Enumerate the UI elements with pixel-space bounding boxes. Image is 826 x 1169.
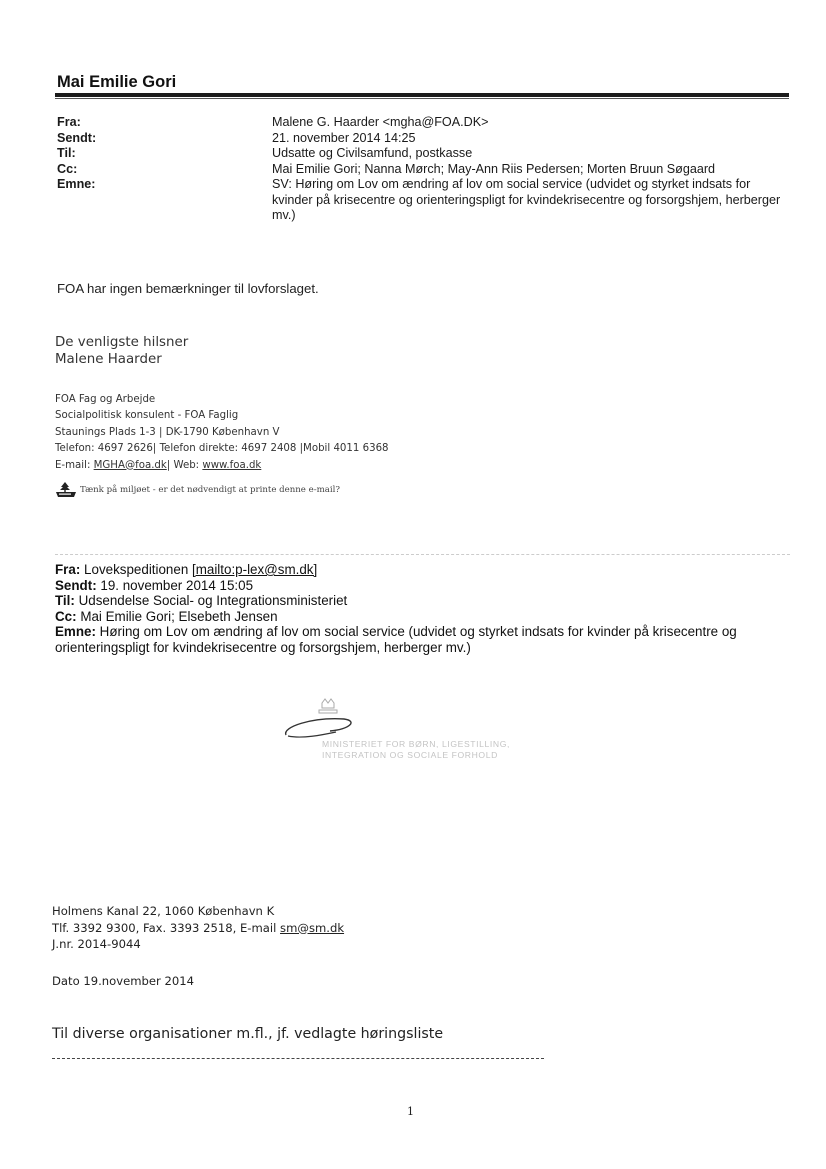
header-row-subject — [57, 177, 792, 224]
fwd-from — [55, 562, 795, 578]
header-label: Sendt: — [57, 130, 97, 145]
title-rule-thin — [55, 98, 789, 99]
ministry-logo-text — [322, 739, 510, 761]
green-note-text: Tænk på miljøet - er det nødvendigt at printe denne e-mail? — [80, 485, 340, 495]
address-contact — [52, 920, 344, 937]
address-jnr: J.nr. 2014-9044 — [52, 937, 141, 952]
header-value: Mai Emilie Gori; Nanna Mørch; May-Ann Riis Pedersen; Morten Bruun Søgaard — [272, 161, 716, 176]
tree-printer-icon — [55, 482, 77, 498]
fwd-from-link[interactable]: [mailto:p-lex@sm.dk] — [192, 562, 318, 577]
fwd-to — [55, 593, 795, 609]
crown-logo-icon — [282, 697, 356, 741]
green-note — [55, 482, 340, 498]
sig-phone: Telefon: 4697 2626| Telefon direkte: 4697 2408 |Mobil 4011 6368 — [55, 443, 389, 455]
header-value: SV: Høring om Lov om ændring af lov om social service (udvidet og styrket indsats for kvinder på krisecentre og orienteringspligt for kvindekrisecentre og forsorgshjem, herberger mv.) — [272, 177, 781, 222]
separator — [55, 554, 790, 555]
fwd-from-value: Lovekspeditionen — [84, 562, 192, 577]
header-label: Til: — [57, 146, 76, 160]
address-email-link[interactable]: sm@sm.dk — [280, 920, 345, 935]
header-label: Fra: — [57, 115, 81, 129]
sig-web-link[interactable]: www.foa.dk — [202, 459, 262, 471]
fwd-sent-value: 19. november 2014 15:05 — [100, 577, 254, 593]
ministry-address — [52, 903, 344, 953]
logo-line-2: INTEGRATION OG SOCIALE FORHOLD — [322, 750, 498, 760]
sig-address: Staunings Plads 1-3 | DK-1790 København V — [55, 426, 280, 438]
header-label: Cc: — [57, 161, 78, 176]
fwd-from-label: Fra: — [55, 562, 81, 577]
page-number: 1 — [407, 1105, 414, 1118]
signature-block — [55, 392, 389, 474]
header-row-sent — [57, 131, 792, 147]
fwd-to-label: Til: — [55, 593, 75, 609]
sig-web-prefix: | Web: — [166, 459, 203, 471]
header-row-to — [57, 146, 792, 162]
fwd-cc-value: Mai Emilie Gori; Elsebeth Jensen — [80, 608, 278, 624]
recipient-line: Til diverse organisationer m.fl., jf. vedlagte høringsliste — [52, 1026, 444, 1042]
greeting: De venligste hilsner — [55, 335, 189, 350]
header-row-cc — [57, 162, 792, 178]
address-street: Holmens Kanal 22, 1060 København K — [52, 904, 275, 918]
sender-name: Malene Haarder — [55, 352, 162, 367]
fwd-sent — [55, 578, 795, 594]
logo-line-1: MINISTERIET FOR BØRN, LIGESTILLING, — [322, 739, 510, 749]
fwd-to-value: Udsendelse Social- og Integrationsministeriet — [78, 593, 348, 609]
address-contact-prefix: Tlf. 3392 9300, Fax. 3393 2518, E-mail — [52, 920, 281, 935]
header-label: Emne: — [57, 177, 96, 191]
forwarded-header — [55, 562, 795, 656]
header-value: Udsatte og Civilsamfund, postkasse — [272, 146, 473, 160]
fwd-subject — [55, 624, 795, 655]
fwd-cc-label: Cc: — [55, 608, 77, 624]
sig-role: Socialpolitisk konsulent - FOA Faglig — [55, 410, 239, 422]
closing — [55, 334, 188, 368]
header-row-from — [57, 115, 792, 131]
email-header — [57, 115, 792, 224]
date-line: Dato 19.november 2014 — [52, 974, 194, 988]
header-value: 21. november 2014 14:25 — [272, 130, 416, 145]
sig-org: FOA Fag og Arbejde — [55, 394, 156, 405]
recipient-rule — [52, 1058, 544, 1059]
header-value: Malene G. Haarder <mgha@FOA.DK> — [272, 115, 489, 129]
fwd-sent-label: Sendt: — [55, 577, 97, 593]
title-rule — [55, 93, 789, 97]
page-title: Mai Emilie Gori — [57, 73, 177, 91]
fwd-subject-value: Høring om Lov om ændring af lov om social service (udvidet og styrket indsats for kvinder på krisecentre og orienteringspligt for kvindekrisecentre og forsorgshjem, herberger mv.) — [55, 624, 737, 655]
sig-contact — [55, 458, 389, 474]
fwd-subject-label: Emne: — [55, 624, 96, 640]
sig-email-prefix: E-mail: — [55, 459, 94, 471]
message-body: FOA har ingen bemærkninger til lovforslaget. — [57, 281, 319, 296]
fwd-cc — [55, 609, 795, 625]
sig-email-link[interactable]: MGHA@foa.dk — [93, 459, 167, 471]
